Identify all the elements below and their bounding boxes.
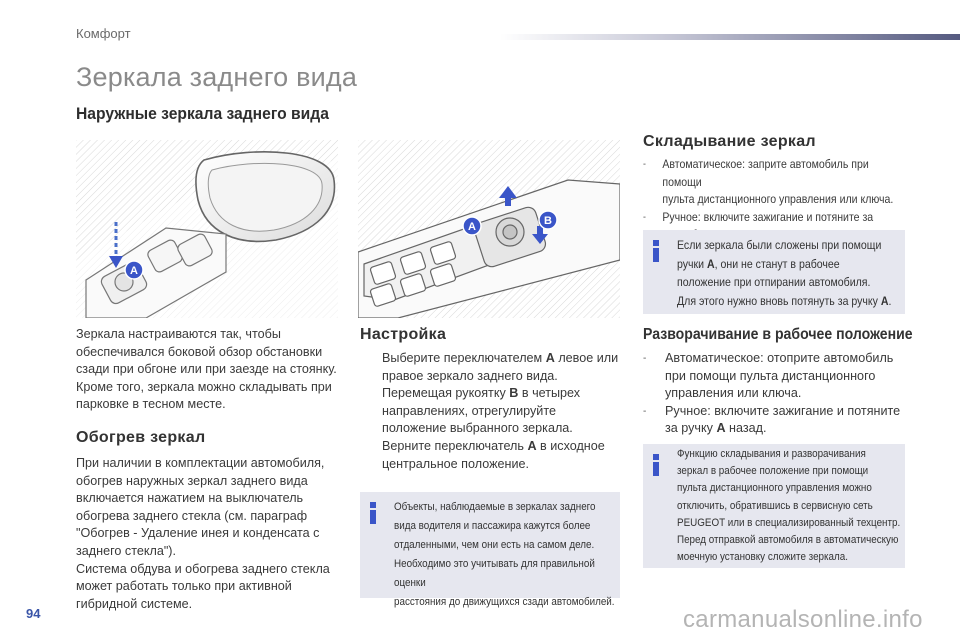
header-gradient-bar (500, 34, 960, 40)
mirror-distance-note: Объекты, наблюдаемые в зеркалах заднего вида водителя и пассажира кажутся более отдаленными, чем они есть на самом деле. Необходимо это учитывать для правильной оценки расстояния до движущихся сзади автомобилей. (360, 492, 620, 598)
bullet-dash-icon: - (643, 353, 647, 364)
bullet-dash-icon: - (643, 159, 646, 170)
list-item: - Автоматическое: заприте автомобиль при помощи пульта дистанционного управления или ключа. (643, 157, 894, 207)
label-a: A (468, 221, 476, 233)
watermark: carmanualsonline.info (683, 606, 923, 633)
unfold-steps-list (643, 350, 918, 438)
adjust-steps-list (360, 350, 622, 473)
defrost-paragraph: При наличии в комплектации автомобиля, обогрев наружных зеркал заднего вида включается нажатием на выключатель обогрева заднего стекла (см. параграф "Обогрев - Удаление инея и конденсата с заднего стекла"). Система обдува и обогрева заднего стекла может работать только при активной гибридной системе. (76, 456, 330, 611)
list-item: Выберите переключателем A левое или правое зеркало заднего вида. (382, 351, 619, 383)
label-b: B (544, 215, 552, 227)
list-item: - Ручное: включите зажигание и потяните за ручку A назад. (643, 403, 901, 436)
bullet-dash-icon: - (643, 405, 647, 417)
page-title: Зеркала заднего вида (76, 62, 358, 92)
info-icon (651, 240, 661, 262)
page-subtitle: Наружные зеркала заднего вида (76, 104, 329, 123)
page-number: 94 (26, 606, 41, 621)
fold-heading: Складывание зеркал (643, 133, 816, 150)
peugeot-service-note: Функцию складывания и разворачивания зеркал в рабочее положение при помощи пульта дистанционного управления можно отключить, обратившись в сервисную сеть PEUGEOT или в специализированный техцентр. Перед отправкой автомобиля в автоматическую моечную установку сложите зеркала. (643, 444, 905, 568)
intro-paragraph: Зеркала настраиваются так, чтобы обеспечивался боковой обзор обстановки сзади при обгоне или при заезде на стоянку. Кроме того, зеркала можно складывать при парковке в тесном месте. (76, 327, 337, 412)
unfold-heading: Разворачивание в рабочее положение (643, 326, 913, 343)
adjust-heading: Настройка (360, 326, 447, 343)
door-switch-panel-illustration (358, 140, 620, 318)
folded-mirror-note: Если зеркала были сложены при помощи ручки A, они не станут в рабочее положение при отпирании автомобиля. Для этого нужно вновь потянуть за ручку A. (643, 230, 905, 314)
section-label: Комфорт (76, 26, 131, 41)
bullet-dash-icon: - (643, 211, 646, 223)
info-icon (651, 454, 661, 476)
defrost-heading: Обогрев зеркал (76, 429, 206, 446)
list-item: - Ручное: включите зажигание и потяните за (643, 209, 903, 244)
label-a: A (130, 265, 138, 277)
list-item: Перемещая рукоятку B в четырех направлениях, отрегулируйте положение выбранного зеркала. (382, 386, 581, 436)
mirror-illustration (76, 140, 338, 318)
list-item: Верните переключатель A в исходное центральное положение. (382, 438, 605, 471)
info-icon (368, 502, 378, 524)
list-item: - Автоматическое: отоприте автомобиль при помощи пульта дистанционного управления или ключа. (643, 351, 894, 401)
